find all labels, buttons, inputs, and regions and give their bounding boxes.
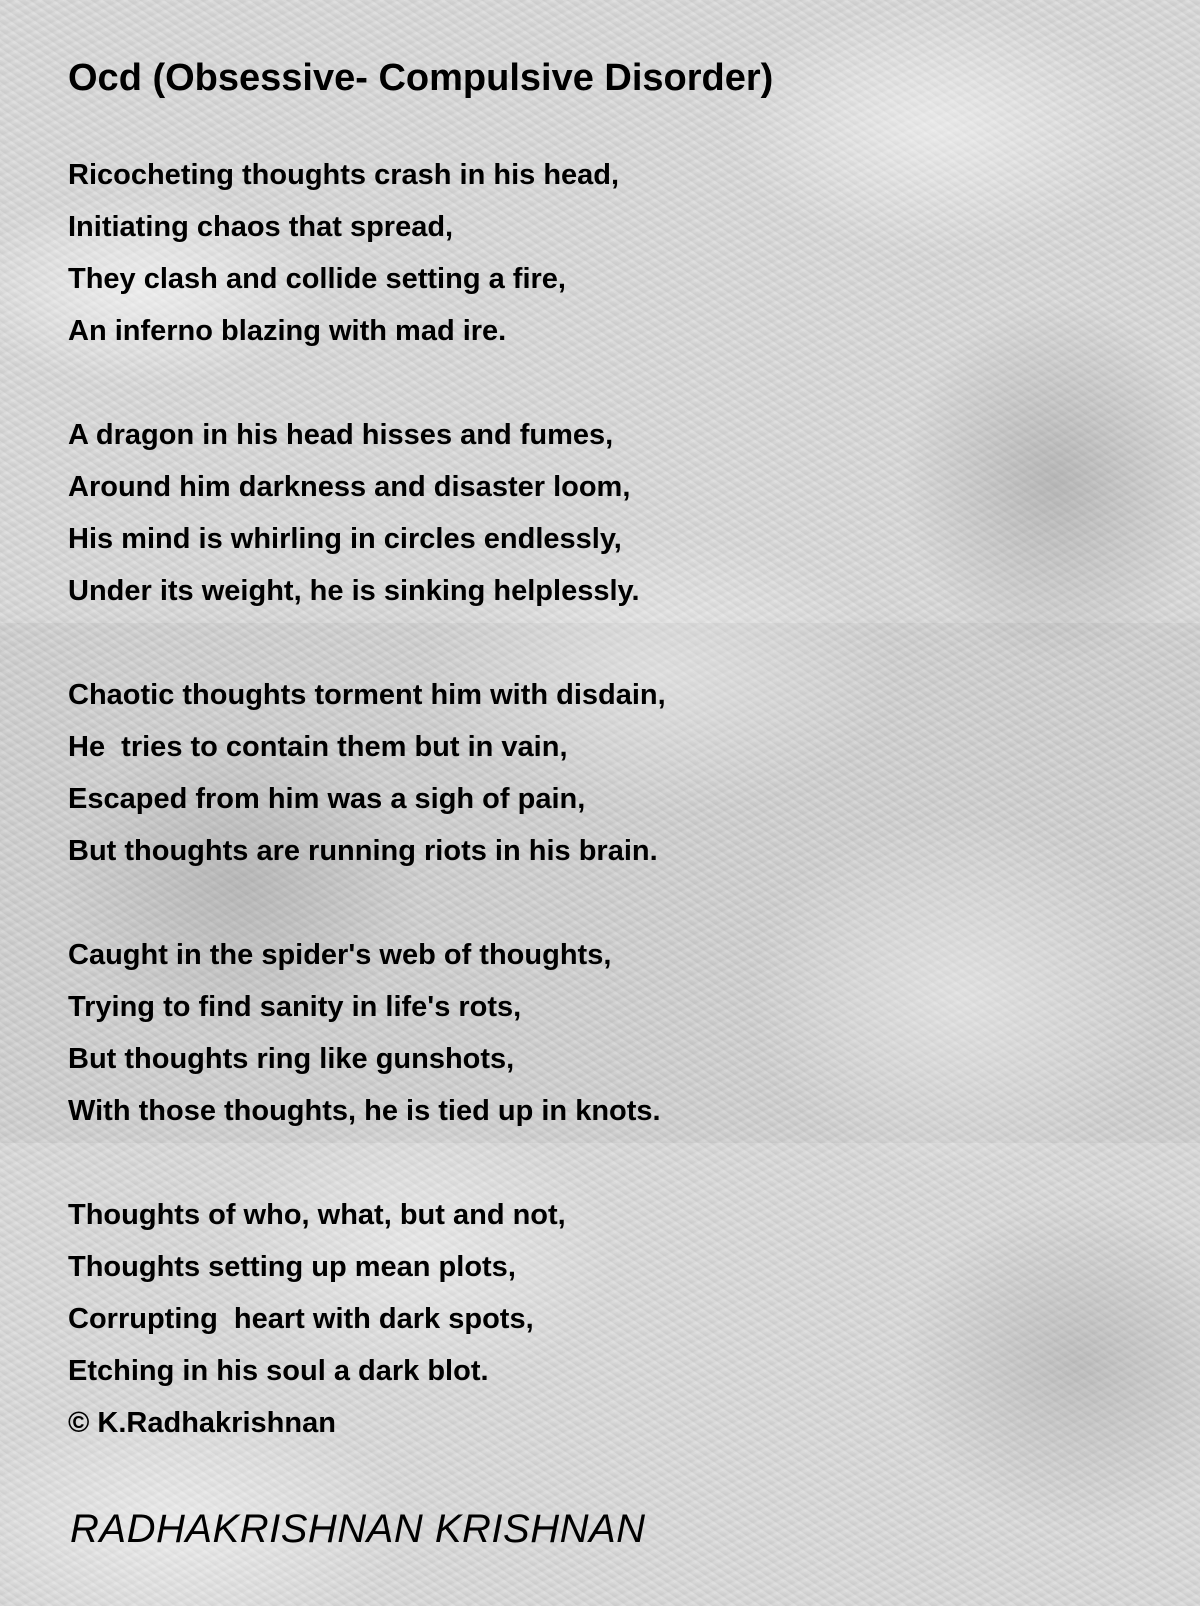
copyright-notice: © K.Radhakrishnan bbox=[68, 1407, 336, 1439]
poem-line: Thoughts of who, what, but and not, bbox=[68, 1199, 566, 1231]
stanza-2 bbox=[68, 409, 1168, 617]
poem-line: A dragon in his head hisses and fumes, bbox=[68, 419, 614, 451]
poem-line: Trying to find sanity in life's rots, bbox=[68, 991, 522, 1023]
poem-line: Thoughts setting up mean plots, bbox=[68, 1251, 516, 1283]
poem-line: With those thoughts, he is tied up in knots. bbox=[68, 1095, 661, 1127]
poem-line: Around him darkness and disaster loom, bbox=[68, 471, 631, 503]
poem-line: Etching in his soul a dark blot. bbox=[68, 1355, 489, 1387]
stanza-3 bbox=[68, 669, 1168, 877]
poem-line: But thoughts are running riots in his brain. bbox=[68, 835, 658, 867]
poem-line: Under its weight, he is sinking helplessly. bbox=[68, 575, 640, 607]
poem-line: Chaotic thoughts torment him with disdain, bbox=[68, 679, 666, 711]
poem-body bbox=[68, 149, 1168, 1449]
poem-line: Ricocheting thoughts crash in his head, bbox=[68, 159, 620, 191]
stanza-5 bbox=[68, 1189, 1168, 1397]
poem-line: But thoughts ring like gunshots, bbox=[68, 1043, 515, 1075]
poem-line: They clash and collide setting a fire, bbox=[68, 263, 566, 295]
poem-line: His mind is whirling in circles endlessly, bbox=[68, 523, 622, 555]
poem-line: Initiating chaos that spread, bbox=[68, 211, 454, 243]
author-name: RADHAKRISHNAN KRISHNAN bbox=[70, 1507, 646, 1551]
stanza-4 bbox=[68, 929, 1168, 1137]
poem-title: Ocd (Obsessive- Compulsive Disorder) bbox=[68, 57, 774, 99]
poem-line: Escaped from him was a sigh of pain, bbox=[68, 783, 586, 815]
poem-line: An inferno blazing with mad ire. bbox=[68, 315, 507, 347]
poem-line: Corrupting heart with dark spots, bbox=[68, 1303, 534, 1335]
stanza-1 bbox=[68, 149, 1168, 357]
poem-line: Caught in the spider's web of thoughts, bbox=[68, 939, 612, 971]
poem-line: He tries to contain them but in vain, bbox=[68, 731, 568, 763]
